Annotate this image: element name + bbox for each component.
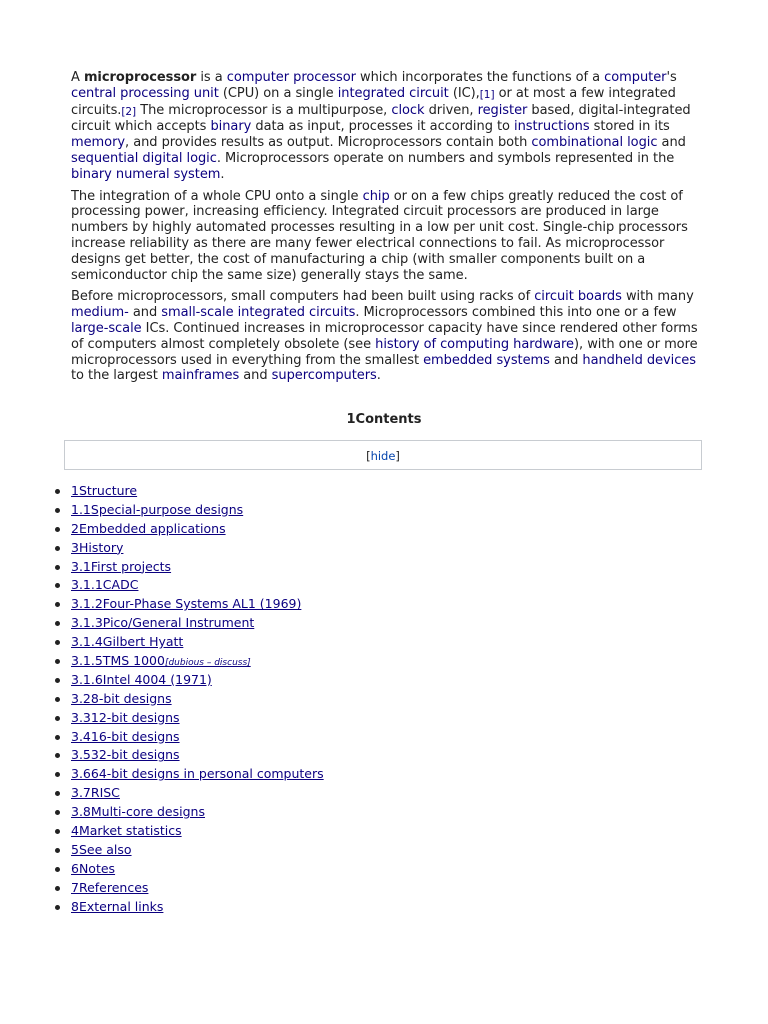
link-clock[interactable]: clock — [391, 102, 425, 118]
link-binary-numeral-system[interactable]: binary numeral system — [71, 166, 221, 182]
text: with many — [621, 289, 694, 305]
toc-link[interactable]: 3.1.6Intel 4004 (1971) — [71, 671, 212, 687]
toc-item — [55, 728, 735, 747]
toc-link[interactable]: 3.28-bit designs — [71, 690, 172, 706]
link-integrated-circuit[interactable]: integrated circuit — [337, 85, 449, 101]
bullet-icon — [55, 546, 60, 551]
toc-link[interactable]: 3.664-bit designs in personal computers — [71, 766, 324, 782]
bullet-icon — [55, 640, 60, 645]
link-small-scale-integrated-circuits[interactable]: small-scale integrated circuits — [161, 305, 356, 321]
text: . Microprocessors operate on numbers and symbols represented in the — [216, 150, 675, 166]
citation-2-label: [2] — [121, 105, 137, 118]
text: and — [239, 368, 272, 384]
toc-item — [55, 784, 735, 803]
toc-item — [55, 841, 735, 860]
text: The integration of a whole CPU onto a single — [71, 188, 363, 204]
text: (IC), — [448, 85, 480, 101]
toc-toggle-box — [64, 440, 702, 470]
citation-1-label: [1] — [479, 88, 495, 101]
article-subject: microprocessor — [83, 70, 197, 85]
link-chip[interactable]: chip — [362, 188, 390, 204]
text: ICs. Continued increases in microprocessor capacity have since rendered other forms of computers almost completely obsolete (see — [71, 320, 698, 352]
bullet-icon — [55, 565, 60, 570]
link-register[interactable]: register — [477, 102, 528, 118]
toc-item — [55, 690, 735, 709]
toc-link[interactable]: 2Embedded applications — [71, 520, 226, 536]
bullet-icon — [55, 678, 60, 683]
text: A — [71, 70, 84, 85]
toc-link[interactable]: 7References — [71, 879, 149, 895]
toc-link[interactable]: 6Notes — [71, 860, 116, 876]
text: , and provides results as output. Microprocessors contain both — [125, 135, 532, 151]
link-central-processing-unit[interactable]: central processing unit — [71, 85, 219, 101]
text: . Microprocessors combined this into one or a few — [355, 305, 677, 321]
toc-link[interactable]: 8External links — [71, 898, 164, 914]
toc-item — [55, 633, 735, 652]
toc-link[interactable]: 3.532-bit designs — [71, 747, 180, 763]
link-supercomputers[interactable]: supercomputers — [271, 368, 377, 384]
text: . — [376, 368, 381, 384]
citation-1[interactable] — [480, 86, 495, 101]
toc-item — [55, 822, 735, 841]
toc-list — [55, 482, 735, 916]
toc-link[interactable]: 1Structure — [71, 483, 138, 498]
text: data as input, processes it according to — [251, 119, 515, 135]
link-computer-processor[interactable]: computer processor — [226, 70, 356, 85]
link-instructions[interactable]: instructions — [514, 119, 590, 135]
toc-hide-link[interactable]: hide — [370, 449, 396, 463]
toc-item — [55, 860, 735, 879]
toc-item — [55, 709, 735, 728]
toc-item — [55, 803, 735, 822]
bullet-icon — [55, 583, 60, 588]
text: (CPU) on a single — [218, 85, 338, 101]
link-handheld-devices[interactable]: handheld devices — [582, 352, 696, 368]
bullet-icon — [55, 527, 60, 532]
toc-link[interactable]: 1.1Special-purpose designs — [71, 501, 244, 517]
bullet-icon — [55, 810, 60, 815]
bullet-icon — [55, 697, 60, 702]
toc-link[interactable]: 4Market statistics — [71, 823, 182, 839]
toc-item — [55, 765, 735, 784]
toc-item — [55, 595, 735, 614]
toc-item — [55, 614, 735, 633]
citation-2[interactable] — [121, 103, 136, 118]
toc-close-bracket: ] — [395, 449, 400, 463]
toc-item — [55, 558, 735, 577]
bullet-icon — [55, 716, 60, 721]
toc-item — [55, 539, 735, 558]
toc-link[interactable]: 3.1.4Gilbert Hyatt — [71, 634, 184, 650]
toc-link[interactable]: 3History — [71, 539, 124, 555]
toc-item — [55, 576, 735, 595]
bullet-icon — [55, 829, 60, 834]
intro-paragraph-3 — [71, 289, 701, 384]
toc-item — [55, 671, 735, 690]
bullet-icon — [55, 602, 60, 607]
text: to the largest — [71, 368, 162, 384]
toc-dubious-tag[interactable]: [dubious – discuss] — [164, 658, 251, 669]
link-sequential-digital-logic[interactable]: sequential digital logic — [71, 150, 217, 166]
toc-item — [55, 879, 735, 898]
text: and — [549, 352, 583, 368]
toc-open-bracket: [ — [366, 449, 371, 463]
bullet-icon — [55, 489, 60, 494]
toc-link[interactable]: 3.1.3Pico/General Instrument — [71, 615, 255, 631]
bullet-icon — [55, 735, 60, 740]
text: and — [128, 305, 162, 321]
text: Before microprocessors, small computers had been built using racks of — [71, 289, 535, 305]
toc-link[interactable]: 3.1.1CADC — [71, 577, 139, 593]
text: driven, — [424, 102, 478, 118]
toc-item — [55, 746, 735, 765]
toc-link[interactable]: 3.1.5TMS 1000 — [71, 653, 165, 669]
link-combinational-logic[interactable]: combinational logic — [531, 135, 658, 151]
bullet-icon — [55, 848, 60, 853]
text: . — [220, 166, 225, 182]
toc-item — [55, 482, 735, 501]
bullet-icon — [55, 886, 60, 891]
bullet-icon — [55, 867, 60, 872]
link-history-of-computing-hardware[interactable]: history of computing hardware — [375, 336, 575, 352]
text: stored in its — [589, 119, 670, 135]
link-embedded-systems[interactable]: embedded systems — [423, 352, 550, 368]
bullet-icon — [55, 772, 60, 777]
link-memory[interactable]: memory — [71, 135, 126, 151]
intro-paragraph-2 — [71, 189, 701, 284]
bullet-icon — [55, 621, 60, 626]
toc-link[interactable]: 3.7RISC — [71, 785, 120, 801]
toc-item — [55, 652, 735, 671]
text: which incorporates the functions of a — [355, 70, 605, 85]
toc-link[interactable]: 3.1First projects — [71, 558, 172, 574]
article-body — [71, 70, 701, 390]
link-medium-scale[interactable]: medium- — [71, 305, 129, 321]
toc-item — [55, 501, 735, 520]
toc-link[interactable]: 3.416-bit designs — [71, 728, 180, 744]
link-computer[interactable]: computer — [604, 70, 667, 85]
text: and — [657, 135, 686, 151]
intro-paragraph-1 — [71, 70, 701, 183]
toc-link[interactable]: 3.8Multi-core designs — [71, 804, 205, 820]
bullet-icon — [55, 791, 60, 796]
toc-item — [55, 520, 735, 539]
bullet-icon — [55, 508, 60, 513]
link-binary[interactable]: binary — [210, 119, 252, 135]
toc-title: 1Contents — [346, 412, 422, 427]
text: ), with one or more microprocessors used in everything from the smallest — [71, 336, 698, 368]
bullet-icon — [55, 905, 60, 910]
toc-link[interactable]: 5See also — [71, 841, 132, 857]
text: based, digital-integrated circuit which accepts — [71, 102, 691, 135]
link-large-scale[interactable]: large-scale — [71, 320, 142, 336]
toc-link[interactable]: 3.312-bit designs — [71, 709, 180, 725]
bullet-icon — [55, 753, 60, 758]
link-circuit-boards[interactable]: circuit boards — [534, 289, 622, 305]
text: 's — [666, 70, 677, 85]
text: The microprocessor is a multipurpose, — [136, 102, 392, 118]
text: or on a few chips greatly reduced the cost of processing power, increasing efficiency. Integrated circuit processors are produced in large numbers by highly automated processes resulting in a low per unit cost. Single-chip processors increase reliability as there are many fewer electrical connections to fail. As microprocessor designs get better, the cost of manufacturing a chip (with smaller components built on a semiconductor chip the same size) generally stays the same. — [71, 188, 688, 283]
bullet-icon — [55, 659, 60, 664]
toc-link[interactable]: 3.1.2Four-Phase Systems AL1 (1969) — [71, 596, 302, 612]
text: is a — [196, 70, 227, 85]
toc-item — [55, 898, 735, 917]
text: or at most a few integrated circuits. — [71, 85, 676, 118]
link-mainframes[interactable]: mainframes — [161, 368, 240, 384]
